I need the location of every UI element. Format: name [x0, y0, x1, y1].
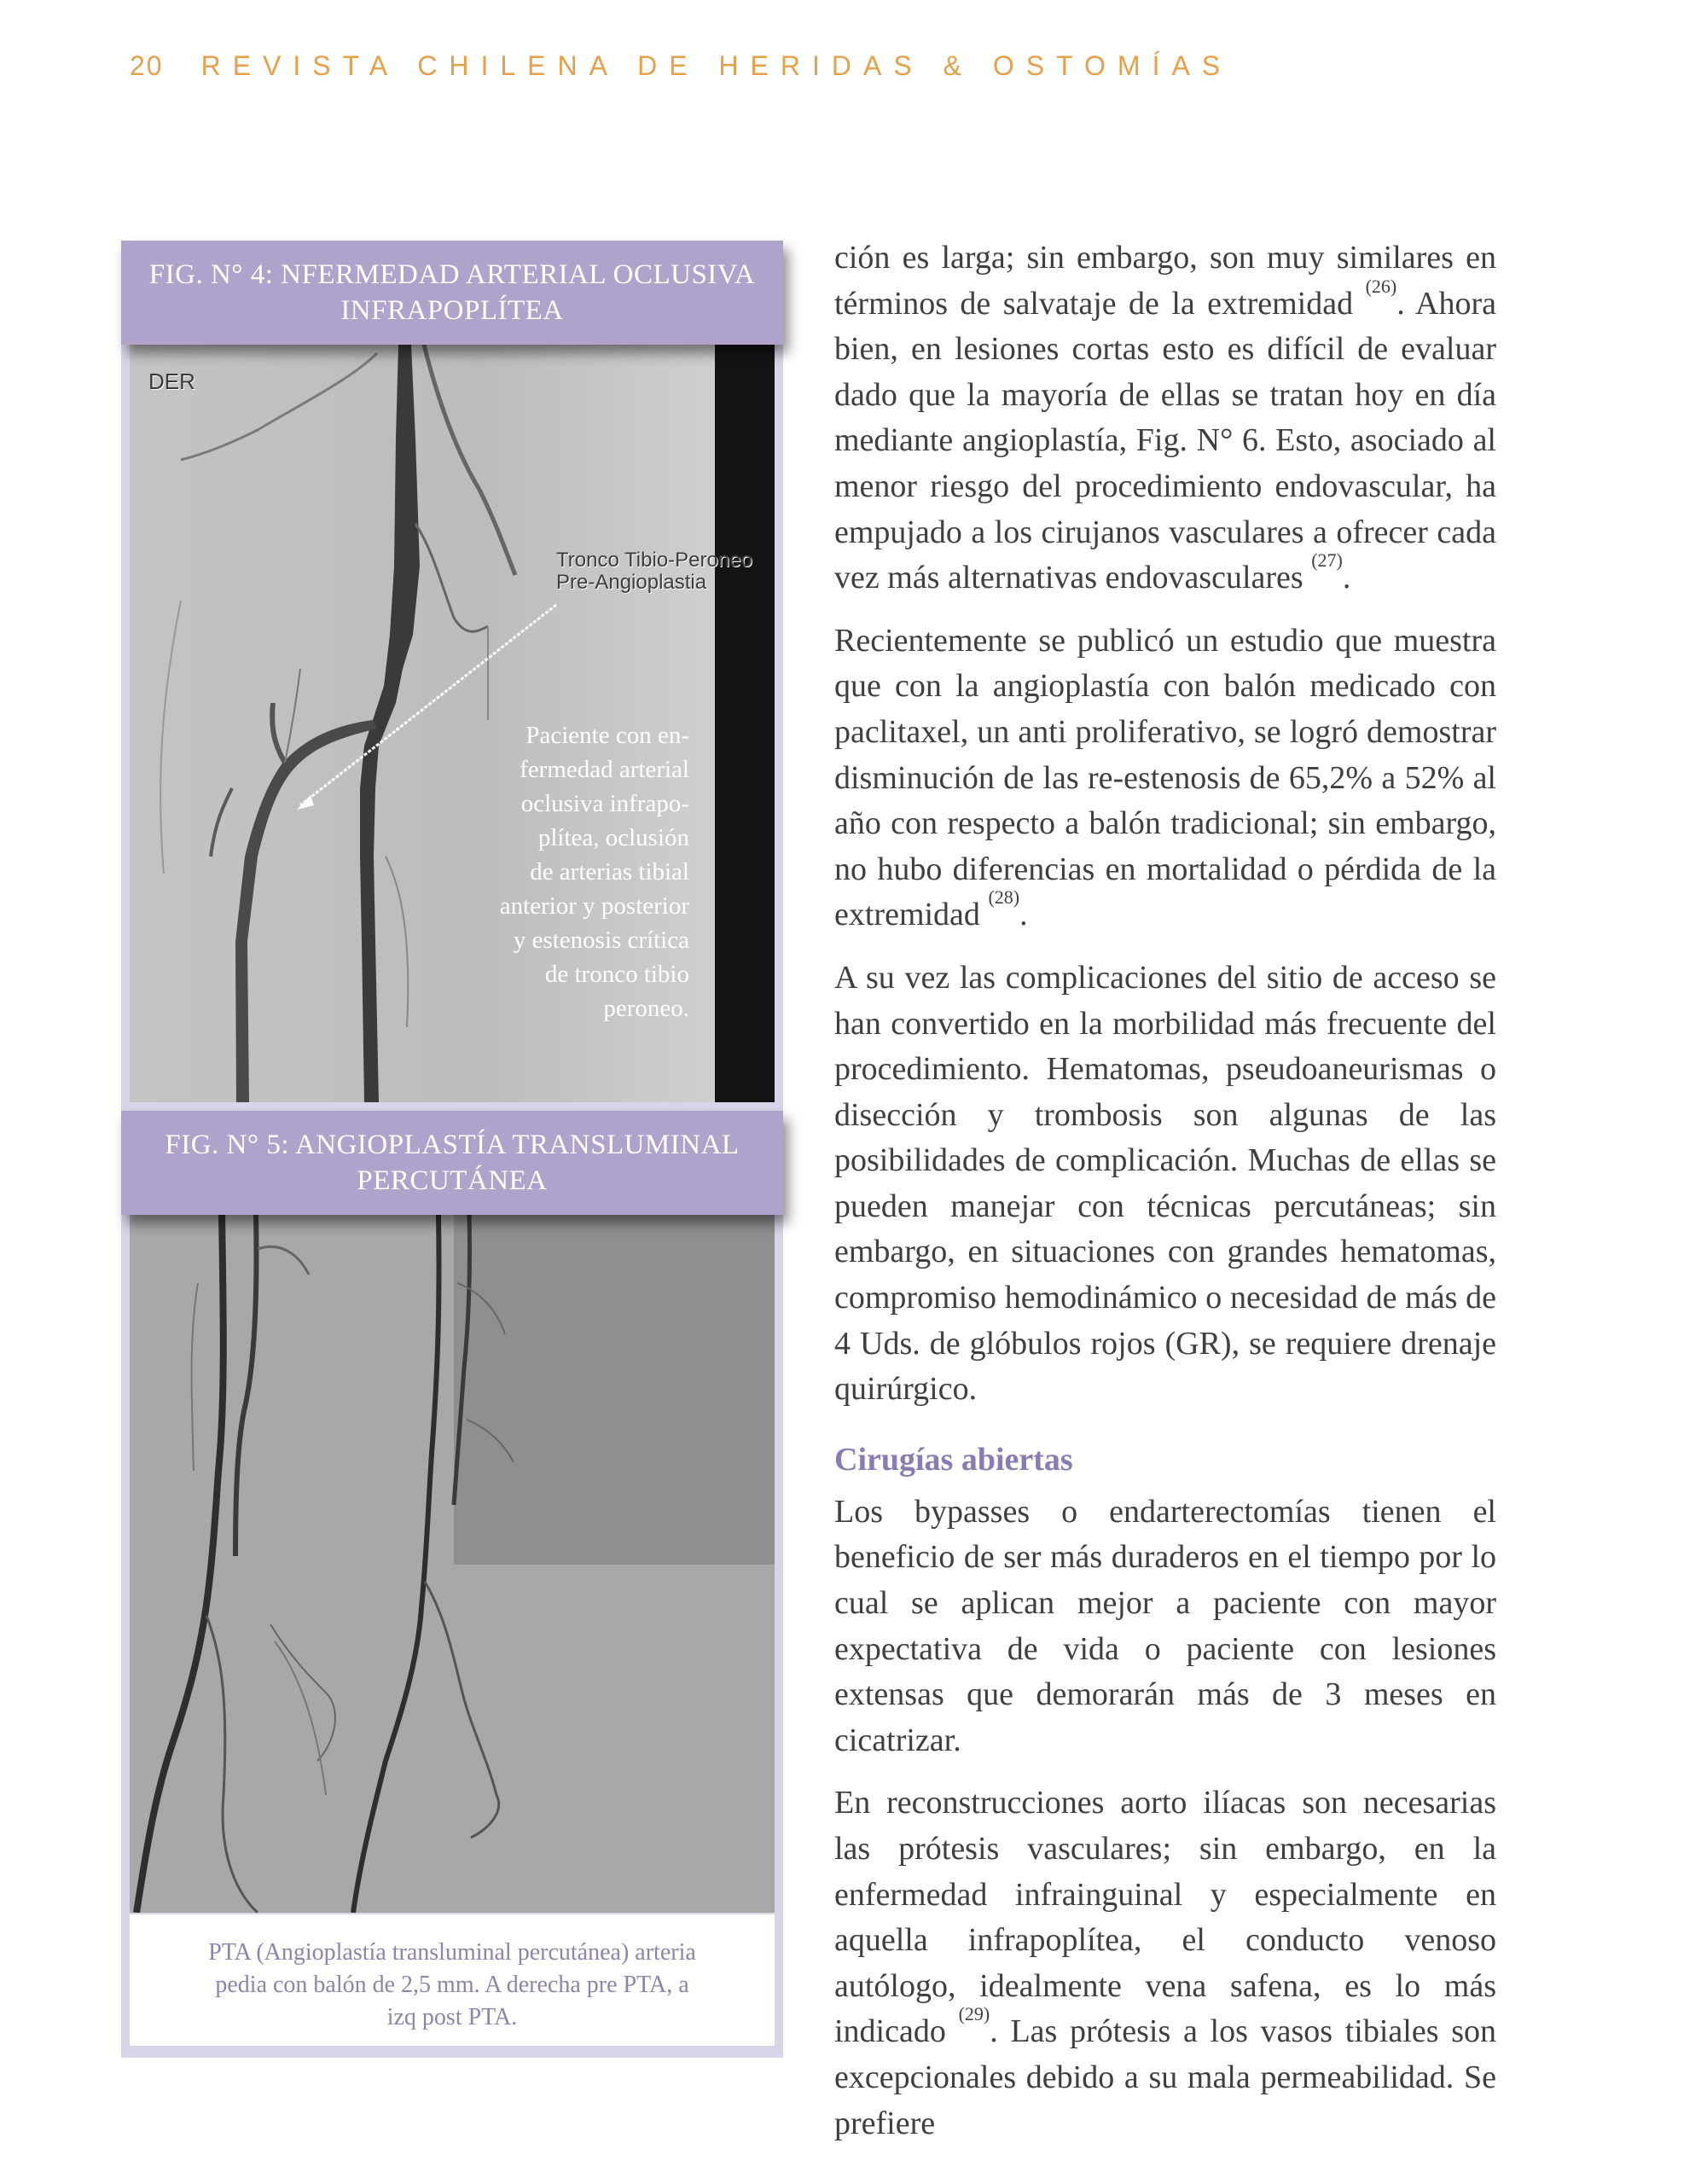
figure-5-title-line-2: PERCUTÁNEA: [357, 1165, 548, 1196]
figure-4-title-line-2: INFRAPOPLÍTEA: [340, 295, 564, 326]
running-header: [130, 44, 1232, 87]
angiogram-vessels-illustration: [130, 1215, 775, 1913]
caption-line: pedia con balón de 2,5 mm. A derecha pre PTA, a: [215, 1972, 689, 1998]
text-span: .: [1019, 897, 1028, 933]
citation-29: (29): [958, 2003, 990, 2025]
figure-4-title: [121, 241, 783, 345]
annotation-line-2: Pre-Angioplastia: [556, 571, 707, 594]
citation-27: (27): [1311, 549, 1343, 572]
annotation-tronco-tibio-peroneo: [556, 549, 752, 594]
note-line: de tronco tibio: [544, 961, 689, 988]
section-heading-cirugias-abiertas: Cirugías abiertas: [834, 1441, 1073, 1478]
note-line: peroneo.: [603, 995, 689, 1022]
text-span: ción es larga; sin embargo, son muy similares en términos de salvataje de la extremidad: [834, 240, 1496, 322]
text-span: .: [1342, 560, 1351, 596]
image-black-strip: [715, 345, 775, 1102]
text-span: . Las prótesis a los vasos tibiales son excepcionales debido a su mala permeabilidad. Se prefiere: [834, 2013, 1496, 2141]
figure-5-caption-box: [130, 1914, 775, 2046]
paragraph-5: [834, 1780, 1496, 2146]
page-number: 20: [130, 49, 164, 81]
paragraph-2: [834, 619, 1496, 938]
journal-title: REVISTA CHILENA DE HERIDAS & OSTOMÍAS: [200, 49, 1233, 81]
figure-5-caption: [130, 1914, 775, 2034]
caption-line: izq post PTA.: [386, 2004, 518, 2030]
figure-5-title: [121, 1111, 783, 1215]
text-span: Recientemente se publicó un estudio que muestra que con la angioplastía con balón medicado con paclitaxel, un anti proliferativo, se logró demostrar disminución de las re-estenosis de 65,2% a 52% al año con respecto a balón tradicional; sin embargo, no hubo diferencias en mortalidad o pérdida de la extremidad: [834, 622, 1496, 933]
paragraph-3: A su vez las complicaciones del sitio de acceso se han convertido en la morbilidad más frecuente del procedimiento. Hematomas, pseudoaneurismas o disección y trombosis son algunas de las posibilidades de complicación. Muchas de ellas se pueden manejar con técnicas percutáneas; sin embargo, en situaciones con grandes hematomas, compromiso hemodinámico o necesidad de más de 4 Uds. de glóbulos rojos (GR), se requiere drenaje quirúrgico.: [834, 959, 1496, 1408]
figure-4-title-line-1: FIG. N° 4: NFERMEDAD ARTERIAL OCLUSIVA: [148, 259, 756, 290]
note-line: Paciente con en-: [525, 722, 689, 749]
annotation-line-1: Tronco Tibio-Peroneo: [556, 549, 752, 572]
side-label-der: DER: [148, 369, 195, 394]
figure-5-angiogram-image: [130, 1215, 775, 1913]
figure-4-patient-note: [467, 718, 689, 1025]
text-span: En reconstrucciones aorto ilíacas son necesarias las prótesis vasculares; sin embargo, en la enfermedad infrainguinal y especialmente en aquella infrapoplítea, el conducto venoso autólogo, idealmente vena safena, es lo más indicado: [834, 1785, 1496, 2050]
note-line: fermedad arterial: [520, 756, 689, 783]
body-text-column: [834, 235, 1496, 2164]
note-line: plítea, oclusión: [537, 824, 689, 851]
figure-4-angiogram-image: [130, 345, 775, 1102]
note-line: anterior y posterior: [499, 892, 689, 920]
citation-26: (26): [1365, 275, 1397, 297]
paragraph-4: Los bypasses o endarterectomías tienen el beneficio de ser más duraderos en el tiempo por lo cual se aplican mejor a paciente con mayor expectativa de vida o paciente con lesiones extensas que demorarán más de 3 meses en cicatrizar.: [834, 1493, 1496, 1758]
citation-28: (28): [988, 886, 1020, 909]
note-line: de arterias tibial: [530, 858, 689, 886]
paragraph-1: [834, 235, 1496, 601]
text-span: . Ahora bien, en lesiones cortas esto es difícil de evaluar dado que la mayoría de ellas se tratan hoy en día mediante angioplastía, Fig. N° 6. Esto, asociado al menor riesgo del procedimiento endovascular, ha empujado a los cirujanos vasculares a ofrecer cada vez más alternativas endovasculares: [834, 285, 1497, 596]
note-line: oclusiva infrapo-: [520, 790, 689, 817]
figure-5-title-line-1: FIG. N° 5: ANGIOPLASTÍA TRANSLUMINAL: [165, 1130, 740, 1160]
caption-line: PTA (Angioplastía transluminal percutánea) arteria: [208, 1939, 696, 1966]
note-line: y estenosis crítica: [513, 926, 689, 954]
